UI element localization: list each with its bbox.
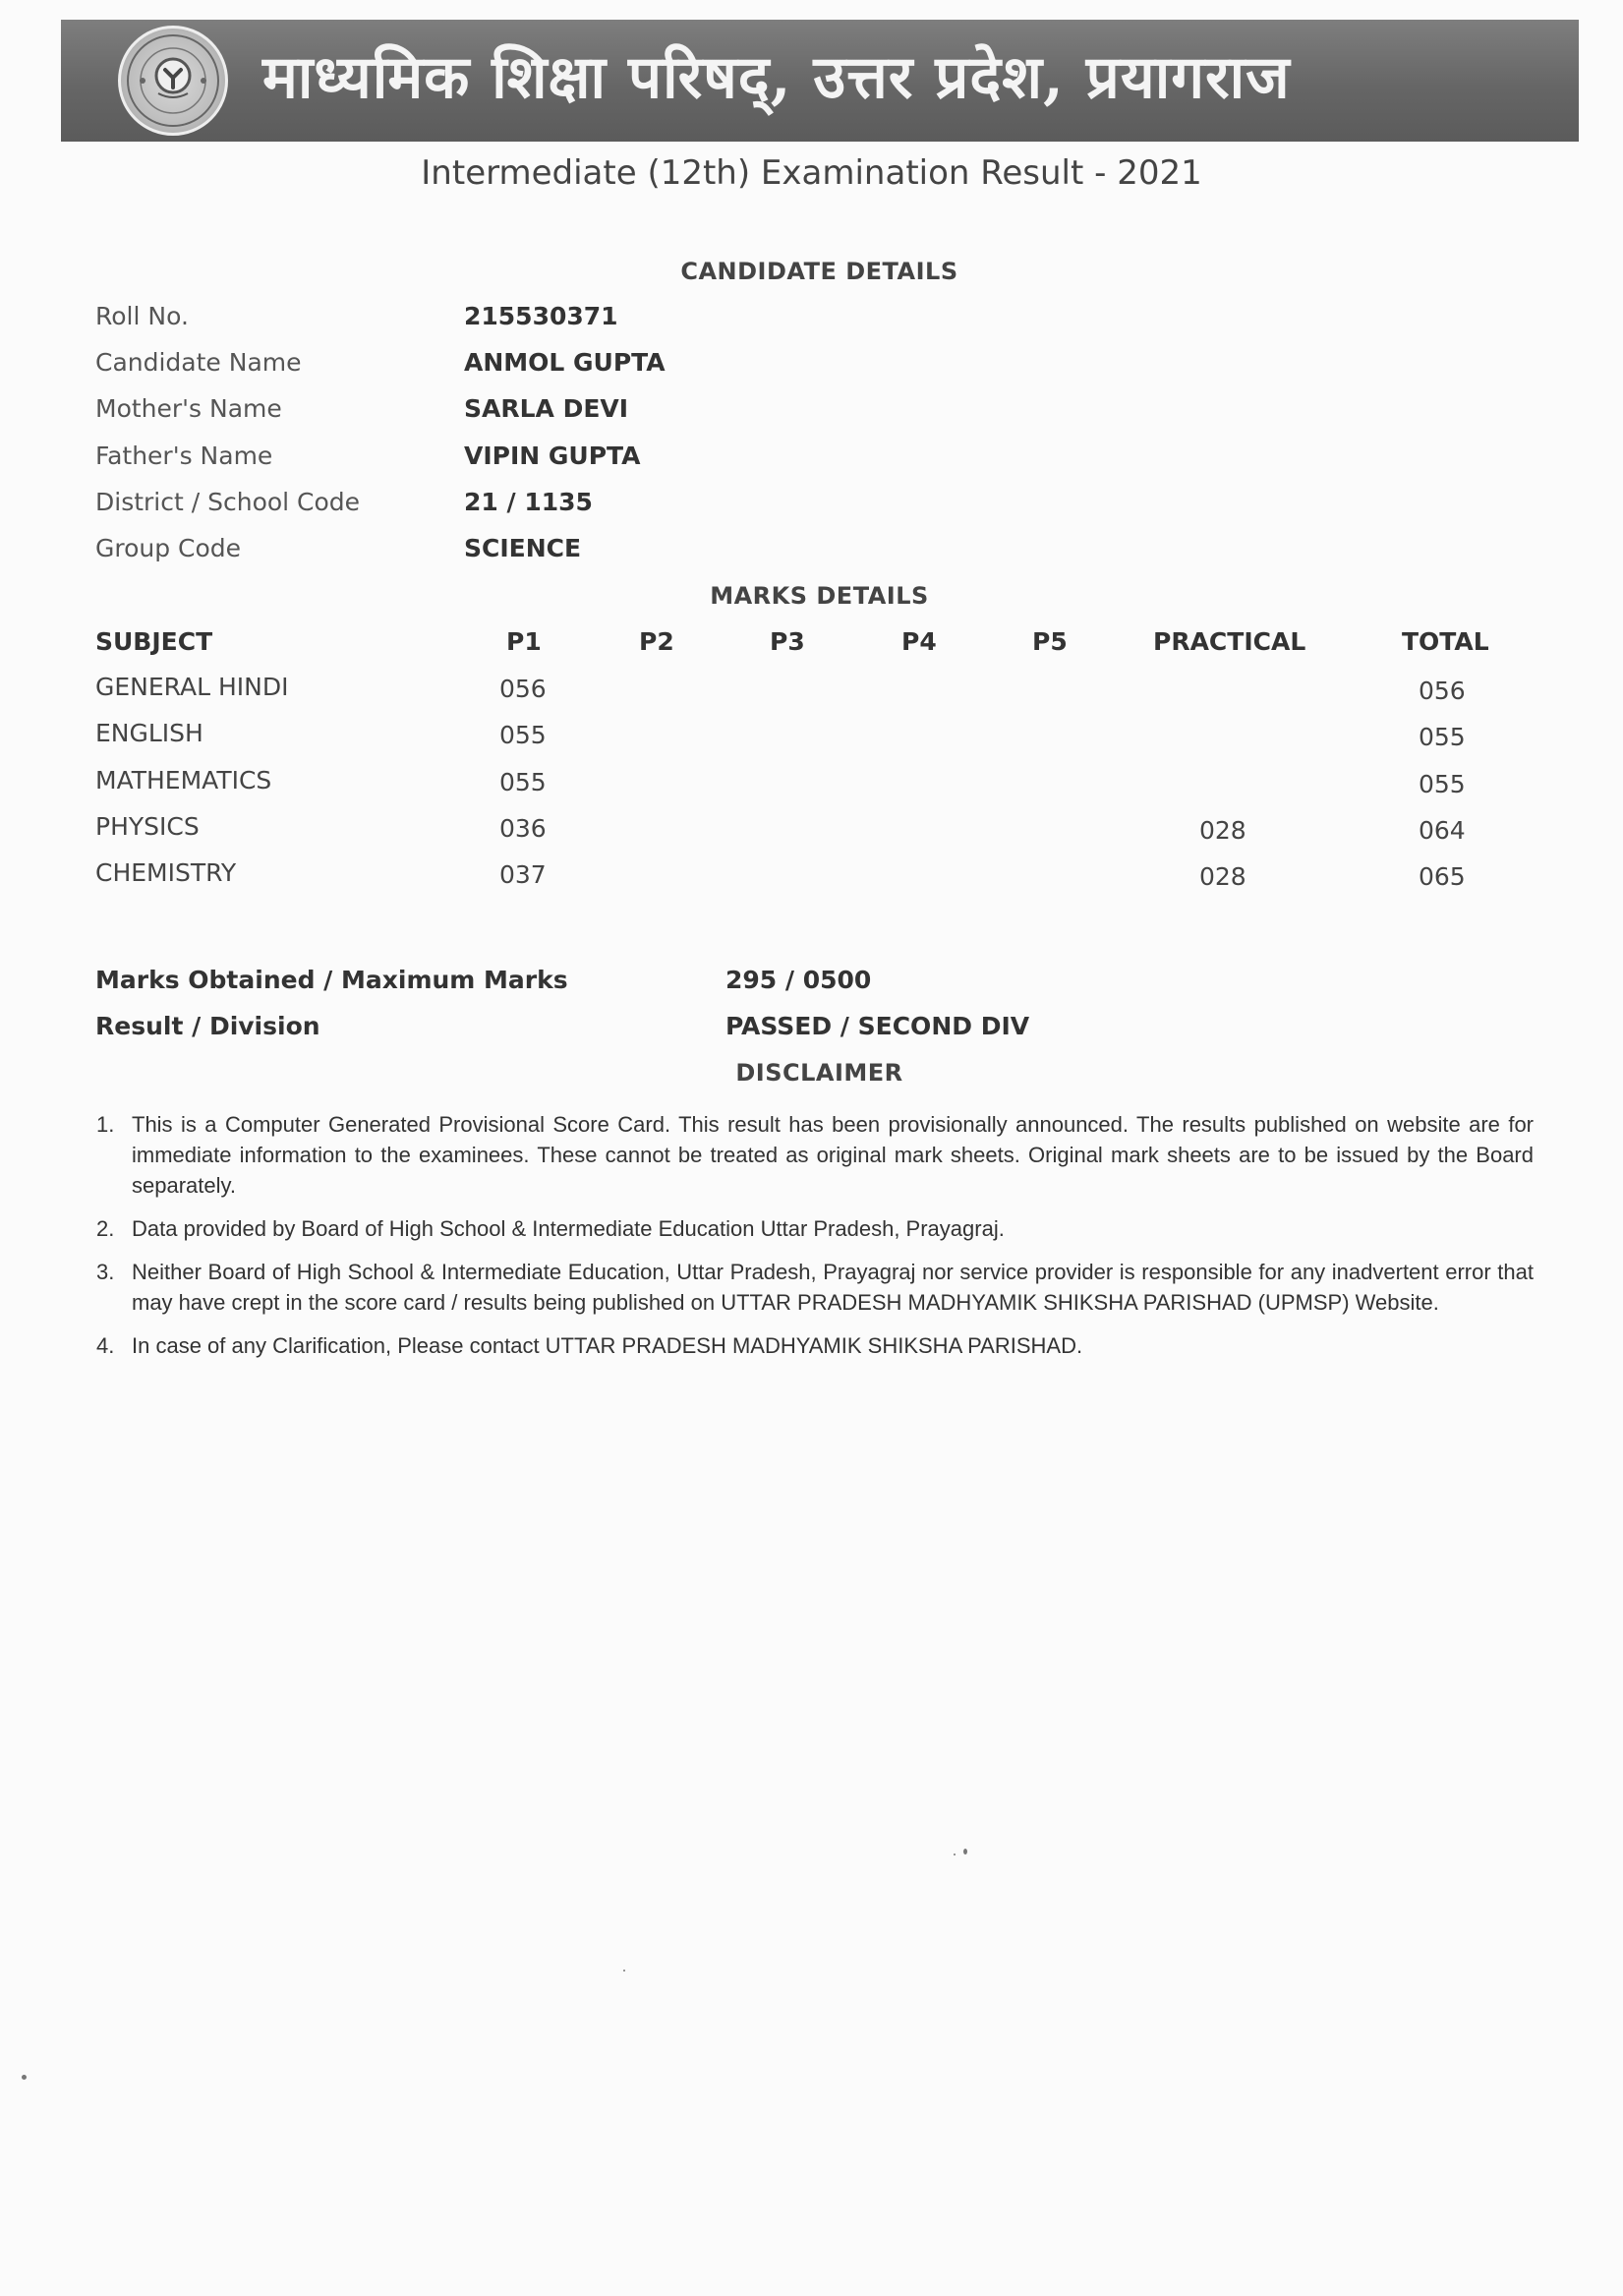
list-item xyxy=(96,1330,1534,1361)
total-cell: 055 xyxy=(1419,770,1466,798)
marks-obtained-value: 295 / 0500 xyxy=(725,966,872,994)
list-item xyxy=(96,1213,1534,1244)
father-name-value: VIPIN GUPTA xyxy=(464,442,641,470)
total-cell: 055 xyxy=(1419,723,1466,751)
list-item xyxy=(96,1109,1534,1201)
subject-cell: MATHEMATICS xyxy=(95,766,272,795)
exam-title: Intermediate (12th) Examination Result - 2021 xyxy=(421,153,1202,193)
header-banner xyxy=(61,20,1579,142)
col-header-p3: P3 xyxy=(770,627,805,656)
school-code-value: 21 / 1135 xyxy=(464,488,593,516)
p1-cell: 037 xyxy=(499,860,547,889)
item-text: In case of any Clarification, Please contact UTTAR PRADESH MADHYAMIK SHIKSHA PARISHAD. xyxy=(132,1333,1083,1358)
subject-cell: CHEMISTRY xyxy=(95,858,237,887)
p1-cell: 055 xyxy=(499,768,547,796)
board-title: माध्यमिक शिक्षा परिषद्, उत्तर प्रदेश, प्रयागराज xyxy=(262,43,1291,112)
col-header-p1: P1 xyxy=(506,627,542,656)
scan-speck xyxy=(954,1854,956,1855)
scan-speck xyxy=(623,1970,625,1972)
col-header-practical: PRACTICAL xyxy=(1153,627,1306,656)
item-text: Neither Board of High School & Intermediate Education, Uttar Pradesh, Prayagraj nor service provider is responsible for any inadvertent error that may have crept in the score card / results being published on UTTAR PRADESH MADHYAMIK SHIKSHA PARISHAD (UPMSP) Website. xyxy=(132,1260,1534,1315)
result-division-value: PASSED / SECOND DIV xyxy=(725,1012,1030,1040)
roll-no-label: Roll No. xyxy=(95,302,189,330)
marks-details-title: MARKS DETAILS xyxy=(710,582,929,610)
mother-name-value: SARLA DEVI xyxy=(464,394,629,423)
group-code-value: SCIENCE xyxy=(464,534,582,562)
mother-name-label: Mother's Name xyxy=(95,394,282,423)
total-cell: 065 xyxy=(1419,862,1466,891)
item-number: 4. xyxy=(96,1333,115,1358)
scan-speck xyxy=(22,2075,27,2080)
school-code-label: District / School Code xyxy=(95,488,361,516)
group-code-label: Group Code xyxy=(95,534,242,562)
item-number: 3. xyxy=(96,1260,115,1284)
practical-cell: 028 xyxy=(1199,862,1246,891)
up-board-seal-icon xyxy=(118,26,228,136)
p1-cell: 055 xyxy=(499,721,547,749)
practical-cell: 028 xyxy=(1199,816,1246,845)
roll-no-value: 215530371 xyxy=(464,302,618,330)
candidate-details-title: CANDIDATE DETAILS xyxy=(680,258,958,285)
col-header-p2: P2 xyxy=(639,627,674,656)
candidate-name-value: ANMOL GUPTA xyxy=(464,348,666,377)
candidate-name-label: Candidate Name xyxy=(95,348,302,377)
p1-cell: 036 xyxy=(499,814,547,843)
col-header-total: TOTAL xyxy=(1402,627,1489,656)
subject-cell: GENERAL HINDI xyxy=(95,673,289,701)
item-number: 1. xyxy=(96,1112,115,1137)
subject-cell: ENGLISH xyxy=(95,719,203,747)
item-number: 2. xyxy=(96,1216,115,1241)
total-cell: 056 xyxy=(1419,677,1466,705)
list-item xyxy=(96,1257,1534,1318)
p1-cell: 056 xyxy=(499,675,547,703)
col-header-p5: P5 xyxy=(1032,627,1068,656)
subject-cell: PHYSICS xyxy=(95,812,200,841)
item-text: This is a Computer Generated Provisional Score Card. This result has been provisionally announced. The results published on website are for immediate information to the examinees. These cannot be treated as original mark sheets. Original mark sheets are to be issued by the Board separately. xyxy=(132,1112,1534,1198)
father-name-label: Father's Name xyxy=(95,442,273,470)
disclaimer-title: DISCLAIMER xyxy=(735,1059,903,1087)
result-division-label: Result / Division xyxy=(95,1012,320,1040)
disclaimer-list xyxy=(96,1109,1534,1374)
col-header-p4: P4 xyxy=(901,627,937,656)
item-text: Data provided by Board of High School & Intermediate Education Uttar Pradesh, Prayagraj. xyxy=(132,1216,1005,1241)
total-cell: 064 xyxy=(1419,816,1466,845)
col-header-subject: SUBJECT xyxy=(95,627,213,656)
marks-obtained-label: Marks Obtained / Maximum Marks xyxy=(95,966,568,994)
scan-speck xyxy=(963,1849,967,1854)
